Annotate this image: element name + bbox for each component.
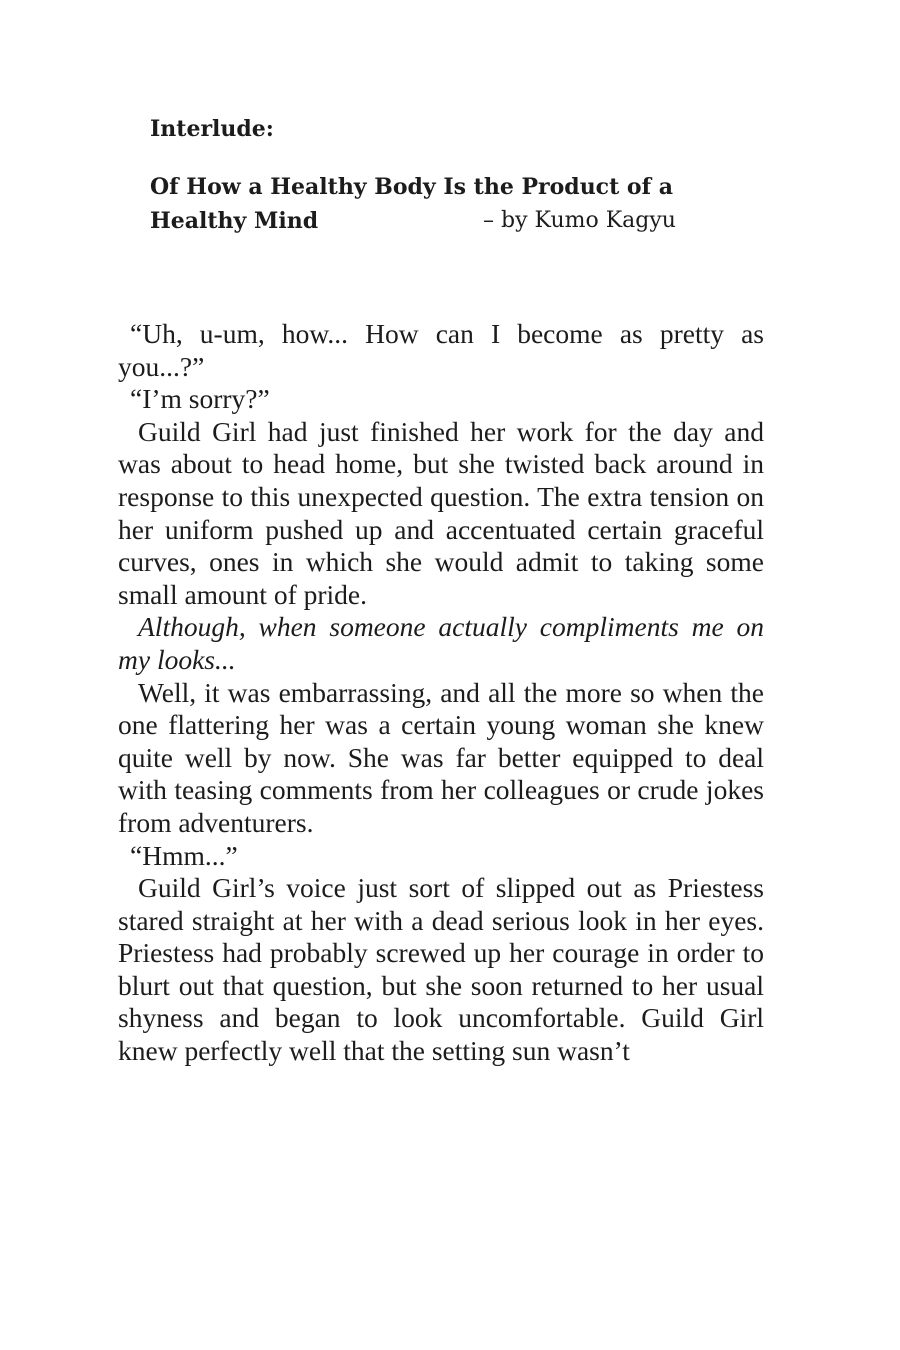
paragraph: Well, it was embarrassing, and all the more so when the one flattering her was a certain young woman she knew quite well by now. She was far better equipped to deal with teasing comments from her colleagues or crude jokes from adventurers. <box>118 676 764 838</box>
paragraph: Guild Girl’s voice just sort of slipped out as Priestess stared straight at her with a dead serious look in her eyes. Priestess had probably screwed up her courage in order to blurt out that question, but she soon returned to her usual shyness and began to look uncomfortable. Guild Girl knew perfectly well that the setting sun wasn’t <box>118 872 764 1067</box>
paragraph: “Hmm...” <box>130 839 238 871</box>
chapter-title-line-1: Of How a Healthy Body Is the Product of a <box>150 174 673 200</box>
paragraph-italic-thought: Although, when someone actually compliments me on my looks... <box>118 611 764 675</box>
author-credit: – by Kumo Kagyu <box>483 208 676 233</box>
paragraph: “Uh, u-um, how... How can I become as pretty as you...?” <box>118 318 764 382</box>
body-text <box>118 318 764 1068</box>
paragraph: “I’m sorry?” <box>130 383 270 415</box>
paragraph: Guild Girl had just finished her work for the day and was about to head home, but she twisted back around in response to this unexpected question. The extra tension on her uniform pushed up and accentuated certain graceful curves, ones in which she would admit to taking some small amount of pride. <box>118 415 764 610</box>
section-heading: Interlude: <box>150 116 274 142</box>
chapter-title-line-2: Healthy Mind <box>150 208 319 234</box>
